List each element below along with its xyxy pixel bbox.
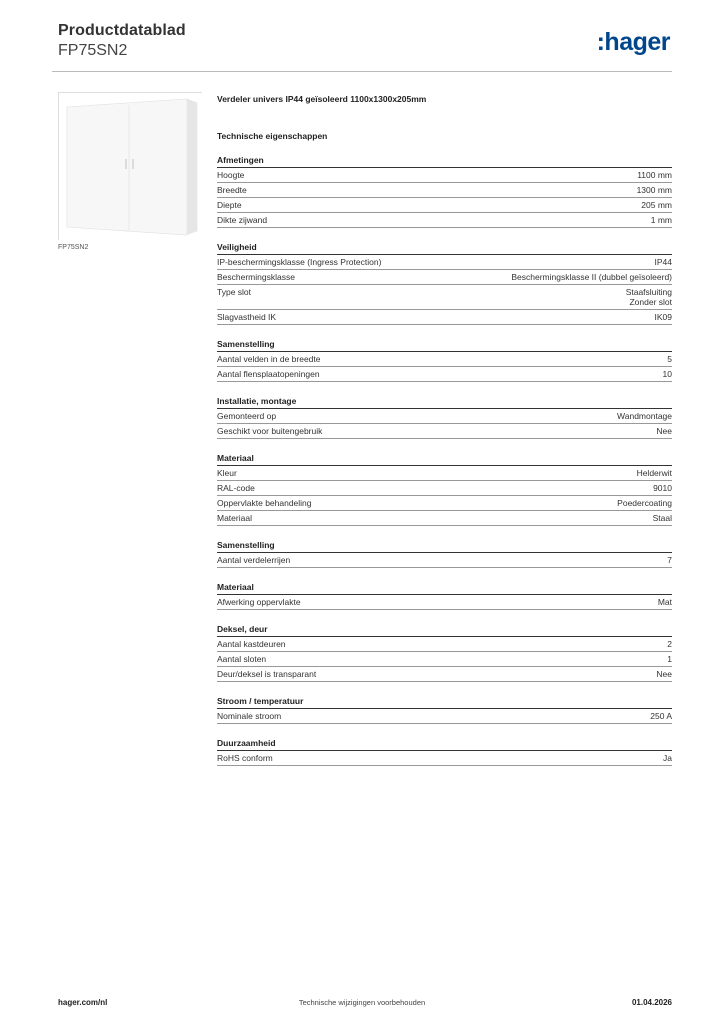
spec-value: Helderwit: [636, 468, 672, 478]
product-image: [58, 92, 202, 240]
spec-group-title: Afmetingen: [217, 155, 672, 168]
page-title: Productdatablad: [58, 22, 186, 39]
spec-value: 205 mm: [641, 200, 672, 210]
spec-label: Hoogte: [217, 170, 245, 180]
spec-group-title: Samenstelling: [217, 339, 672, 352]
spec-row: [217, 652, 672, 667]
spec-row: [217, 367, 672, 382]
spec-value: 10: [662, 369, 672, 379]
spec-label: Diepte: [217, 200, 242, 210]
spec-group: [217, 540, 672, 568]
spec-row: [217, 352, 672, 367]
spec-label: IP-beschermingsklasse (Ingress Protection): [217, 257, 382, 267]
spec-label: Geschikt voor buitengebruik: [217, 426, 323, 436]
spec-group: [217, 339, 672, 382]
spec-label: Type slot: [217, 287, 252, 297]
spec-row: [217, 424, 672, 439]
spec-label: Oppervlakte behandeling: [217, 498, 312, 508]
spec-row: [217, 481, 672, 496]
product-name: Verdeler univers IP44 geïsoleerd 1100x1300x205mm: [217, 94, 427, 104]
spec-value: Ja: [663, 753, 672, 763]
spec-groups: [217, 155, 672, 766]
spec-value: 1100 mm: [637, 170, 672, 180]
spec-row: [217, 270, 672, 285]
spec-row: [217, 255, 672, 270]
spec-group: [217, 738, 672, 766]
spec-value: 1300 mm: [636, 185, 672, 195]
spec-group: [217, 453, 672, 526]
spec-label: Materiaal: [217, 513, 252, 523]
spec-row: [217, 553, 672, 568]
spec-value: Poedercoating: [617, 498, 672, 508]
spec-label: Kleur: [217, 468, 237, 478]
spec-value: 9010: [653, 483, 672, 493]
spec-value: 250 A: [650, 711, 672, 721]
spec-row: [217, 667, 672, 682]
spec-row: [217, 496, 672, 511]
spec-group-title: Samenstelling: [217, 540, 672, 553]
specs-content: [217, 94, 672, 766]
spec-label: Afwerking oppervlakte: [217, 597, 301, 607]
spec-label: Beschermingsklasse: [217, 272, 295, 282]
footer-website: hager.com/nl: [58, 998, 108, 1007]
spec-row: [217, 310, 672, 325]
spec-label: RoHS conform: [217, 753, 273, 763]
spec-group-title: Duurzaamheid: [217, 738, 672, 751]
spec-value: Beschermingsklasse II (dubbel geïsoleerd): [511, 272, 672, 282]
spec-group-title: Installatie, montage: [217, 396, 672, 409]
spec-value: 2: [667, 639, 672, 649]
spec-group: [217, 242, 672, 325]
spec-label: Gemonteerd op: [217, 411, 277, 421]
spec-group: [217, 624, 672, 682]
spec-label: Aantal flensplaatopeningen: [217, 369, 320, 379]
spec-value: IP44: [654, 257, 672, 267]
spec-row: [217, 213, 672, 228]
spec-value: Wandmontage: [617, 411, 672, 421]
spec-value: IK09: [654, 312, 672, 322]
hager-logo: :hager: [596, 28, 670, 56]
image-caption: FP75SN2: [58, 244, 89, 251]
spec-value: 1 mm: [650, 215, 672, 225]
spec-label: Dikte zijwand: [217, 215, 268, 225]
spec-group-title: Veiligheid: [217, 242, 672, 255]
spec-group: [217, 396, 672, 439]
spec-label: Breedte: [217, 185, 247, 195]
spec-row: [217, 183, 672, 198]
spec-value: 7: [667, 555, 672, 565]
spec-row: [217, 466, 672, 481]
spec-value: 1: [667, 654, 672, 664]
spec-group-title: Materiaal: [217, 453, 672, 466]
spec-label: Deur/deksel is transparant: [217, 669, 317, 679]
product-code: FP75SN2: [58, 42, 128, 59]
footer-disclaimer: Technische wijzigingen voorbehouden: [298, 998, 426, 1007]
spec-label: RAL-code: [217, 483, 255, 493]
spec-row: [217, 285, 672, 310]
document-header: [58, 22, 186, 60]
spec-label: Aantal sloten: [217, 654, 267, 664]
spec-row: [217, 511, 672, 526]
spec-label: Aantal verdelerrijen: [217, 555, 291, 565]
spec-group-title: Materiaal: [217, 582, 672, 595]
spec-group-title: Deksel, deur: [217, 624, 672, 637]
spec-group: [217, 696, 672, 724]
spec-row: [217, 198, 672, 213]
spec-value: 5: [667, 354, 672, 364]
spec-row: [217, 595, 672, 610]
spec-group-title: Stroom / temperatuur: [217, 696, 672, 709]
spec-label: Slagvastheid IK: [217, 312, 277, 322]
footer-date: 01.04.2026: [631, 998, 672, 1007]
enclosure-icon: [59, 93, 203, 241]
spec-group: [217, 582, 672, 610]
spec-group: [217, 155, 672, 228]
header-divider: [52, 71, 672, 72]
spec-row: [217, 637, 672, 652]
spec-label: Aantal kastdeuren: [217, 639, 286, 649]
spec-value: Staafsluiting Zonder slot: [625, 287, 672, 307]
spec-row: [217, 168, 672, 183]
spec-label: Nominale stroom: [217, 711, 282, 721]
spec-row: [217, 409, 672, 424]
spec-value: Nee: [656, 669, 672, 679]
spec-row: [217, 709, 672, 724]
spec-label: Aantal velden in de breedte: [217, 354, 321, 364]
spec-row: [217, 751, 672, 766]
spec-value: Mat: [657, 597, 672, 607]
spec-value: Staal: [652, 513, 672, 523]
spec-value: Nee: [656, 426, 672, 436]
section-title: Technische eigenschappen: [217, 131, 328, 141]
